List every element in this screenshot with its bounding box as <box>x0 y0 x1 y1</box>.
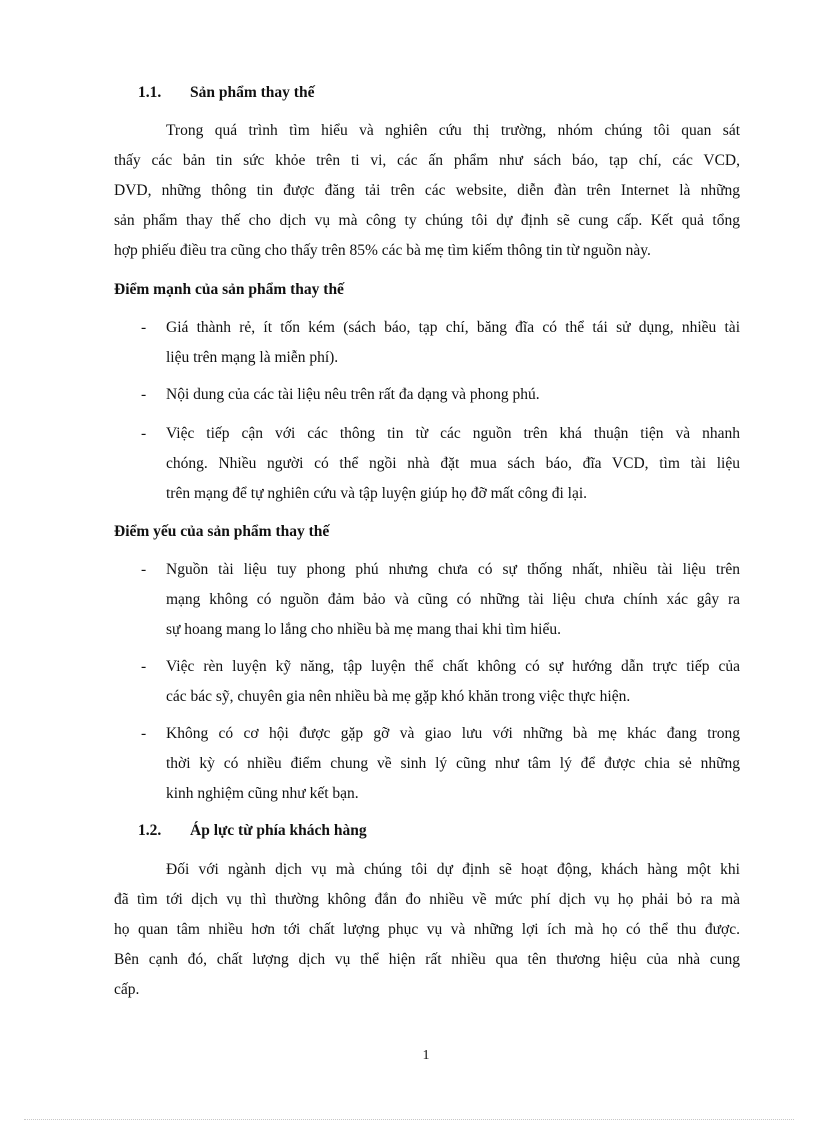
section-1-1-title: Sản phẩm thay thế <box>190 84 315 101</box>
page-bottom-rule <box>24 1119 794 1120</box>
weakness-item-line: Việc rèn luyện kỹ năng, tập luyện thể chất không có sự hướng dẫn trực tiếp của <box>166 658 740 675</box>
section-1-2-paragraph-line: Đối với ngành dịch vụ mà chúng tôi dự định sẽ hoạt động, khách hàng một khi <box>166 861 740 878</box>
strength-item-line: Việc tiếp cận với các thông tin từ các nguồn trên khá thuận tiện và nhanh <box>166 425 740 442</box>
weakness-item-line: thời kỳ có nhiều điểm chung về sinh lý cũng như tâm lý để được chia sẻ những <box>166 755 740 772</box>
weakness-item-line: mạng không có nguồn đảm bảo và cũng có những tài liệu chưa chính xác gây ra <box>166 591 740 608</box>
bullet-dash: - <box>141 319 147 336</box>
section-1-1-paragraph-line: DVD, những thông tin được đăng tải trên các website, diễn đàn trên Internet là những <box>114 182 740 199</box>
section-1-2-paragraph-line: đã tìm tới dịch vụ thì thường không đắn đo nhiều về mức phí dịch vụ họ phải bỏ ra mà <box>114 891 740 908</box>
bullet-dash: - <box>141 386 147 403</box>
bullet-dash: - <box>141 425 147 442</box>
section-1-2-number: 1.2. <box>138 822 162 839</box>
weakness-item-line: Nguồn tài liệu tuy phong phú nhưng chưa có sự thống nhất, nhiều tài liệu trên <box>166 561 740 578</box>
section-1-2-paragraph-line: cấp. <box>114 981 140 998</box>
section-1-1-paragraph-line: thấy các bản tin sức khỏe trên ti vi, các ấn phẩm như sách báo, tạp chí, các VCD, <box>114 152 740 169</box>
section-1-2-paragraph-line: họ quan tâm nhiều hơn tới chất lượng phục vụ và những lợi ích mà họ có thể thu được. <box>114 921 740 938</box>
weakness-item-line: Không có cơ hội được gặp gỡ và giao lưu với những bà mẹ khác đang trong <box>166 725 740 742</box>
strength-item-line: liệu trên mạng là miễn phí). <box>166 349 339 366</box>
section-1-1-number: 1.1. <box>138 84 162 101</box>
strength-item-line: Giá thành rẻ, ít tốn kém (sách báo, tạp chí, băng đĩa có thể tái sử dụng, nhiều tài <box>166 319 740 336</box>
strength-item-line: chóng. Nhiều người có thể ngồi nhà đặt mua sách báo, đĩa VCD, tìm tài liệu <box>166 455 740 472</box>
strength-item-line: Nội dung của các tài liệu nêu trên rất đa dạng và phong phú. <box>166 386 540 403</box>
bullet-dash: - <box>141 658 147 675</box>
weakness-item-line: các bác sỹ, chuyên gia nên nhiều bà mẹ gặp khó khăn trong việc thực hiện. <box>166 688 631 705</box>
bullet-dash: - <box>141 725 147 742</box>
page-number: 1 <box>422 1048 430 1063</box>
weaknesses-heading: Điểm yếu của sản phẩm thay thế <box>114 523 330 540</box>
section-1-2-paragraph-line: Bên cạnh đó, chất lượng dịch vụ thể hiện rất nhiều qua tên thương hiệu của nhà cung <box>114 951 740 968</box>
section-1-1-paragraph-line: Trong quá trình tìm hiểu và nghiên cứu thị trường, nhóm chúng tôi quan sát <box>166 122 740 139</box>
section-1-1-paragraph-line: sản phẩm thay thế cho dịch vụ mà công ty chúng tôi dự định sẽ cung cấp. Kết quả tổng <box>114 212 740 229</box>
bullet-dash: - <box>141 561 147 578</box>
section-1-1-paragraph-line: hợp phiếu điều tra cũng cho thấy trên 85% các bà mẹ tìm kiếm thông tin từ nguồn này. <box>114 242 651 259</box>
weakness-item-line: kinh nghiệm cũng như kết bạn. <box>166 785 359 802</box>
section-1-2-title: Áp lực từ phía khách hàng <box>190 822 367 839</box>
strengths-heading: Điểm mạnh của sản phẩm thay thế <box>114 281 344 298</box>
weakness-item-line: sự hoang mang lo lắng cho nhiều bà mẹ mang thai khi tìm hiểu. <box>166 621 561 638</box>
strength-item-line: trên mạng để tự nghiên cứu và tập luyện giúp họ đỡ mất công đi lại. <box>166 485 588 502</box>
